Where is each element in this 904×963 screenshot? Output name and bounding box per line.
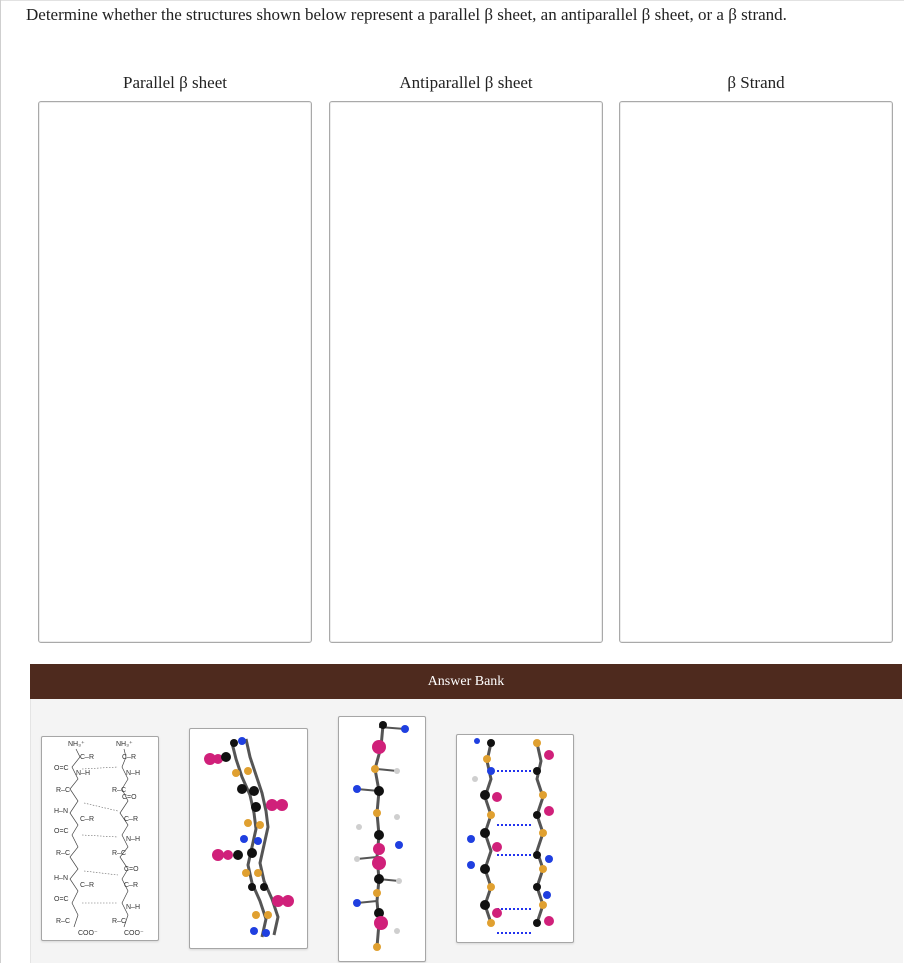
- diagonal-sheet-image: [190, 729, 307, 948]
- svg-text:O=C: O=C: [54, 828, 69, 835]
- category-label-antiparallel: Antiparallel β sheet: [399, 73, 533, 92]
- svg-text:C–R: C–R: [124, 882, 139, 889]
- category-label-strand: β Strand: [727, 73, 785, 92]
- category-label-parallel: Parallel β sheet: [122, 73, 227, 92]
- svg-text:C=O: C=O: [122, 794, 137, 801]
- formula-top-right-label: NH₃⁺: [116, 741, 133, 748]
- svg-text:H–N: H–N: [54, 875, 69, 882]
- page-top-border: [0, 0, 904, 1]
- answer-card-diagonal-sheet[interactable]: [189, 728, 308, 949]
- svg-text:R–C: R–C: [56, 850, 71, 857]
- svg-text:N–H: N–H: [126, 836, 141, 843]
- svg-text:C–R: C–R: [122, 754, 137, 761]
- answer-card-single-strand[interactable]: [338, 716, 426, 962]
- answer-bank-header: Answer Bank: [30, 664, 902, 699]
- svg-text:N–H: N–H: [126, 904, 141, 911]
- answer-card-hbond-sheet[interactable]: [456, 734, 574, 943]
- page-left-border: [0, 0, 1, 963]
- svg-text:C–R: C–R: [124, 816, 139, 823]
- svg-text:C–R: C–R: [80, 882, 95, 889]
- svg-text:R–C: R–C: [112, 850, 127, 857]
- svg-text:C–R: C–R: [80, 816, 95, 823]
- svg-text:N–H: N–H: [126, 770, 141, 777]
- formula-bottom-right-label: COO⁻: [124, 930, 144, 937]
- svg-text:R–C: R–C: [56, 787, 71, 794]
- svg-text:R–C: R–C: [112, 787, 127, 794]
- svg-text:C=O: C=O: [124, 866, 139, 873]
- svg-text:H–N: H–N: [54, 808, 69, 815]
- svg-text:O=C: O=C: [54, 765, 69, 772]
- hbond-sheet-image: [457, 735, 573, 942]
- svg-text:N–H: N–H: [76, 770, 91, 777]
- svg-text:C–R: C–R: [80, 754, 95, 761]
- answer-card-structural-formula[interactable]: [41, 736, 159, 941]
- drop-zone-parallel[interactable]: [38, 101, 312, 643]
- structural-formula-image: [42, 737, 158, 940]
- svg-text:O=C: O=C: [54, 896, 69, 903]
- svg-text:R–C: R–C: [112, 918, 127, 925]
- formula-top-left-label: NH₃⁺: [68, 741, 85, 748]
- single-strand-image: [339, 717, 425, 961]
- formula-bottom-left-label: COO⁻: [78, 930, 98, 937]
- drop-zone-strand[interactable]: [619, 101, 893, 643]
- drop-zone-antiparallel[interactable]: [329, 101, 603, 643]
- question-text: Determine whether the structures shown below represent a parallel β sheet, an antiparallel β sheet, or a β strand.: [26, 5, 787, 24]
- svg-text:R–C: R–C: [56, 918, 71, 925]
